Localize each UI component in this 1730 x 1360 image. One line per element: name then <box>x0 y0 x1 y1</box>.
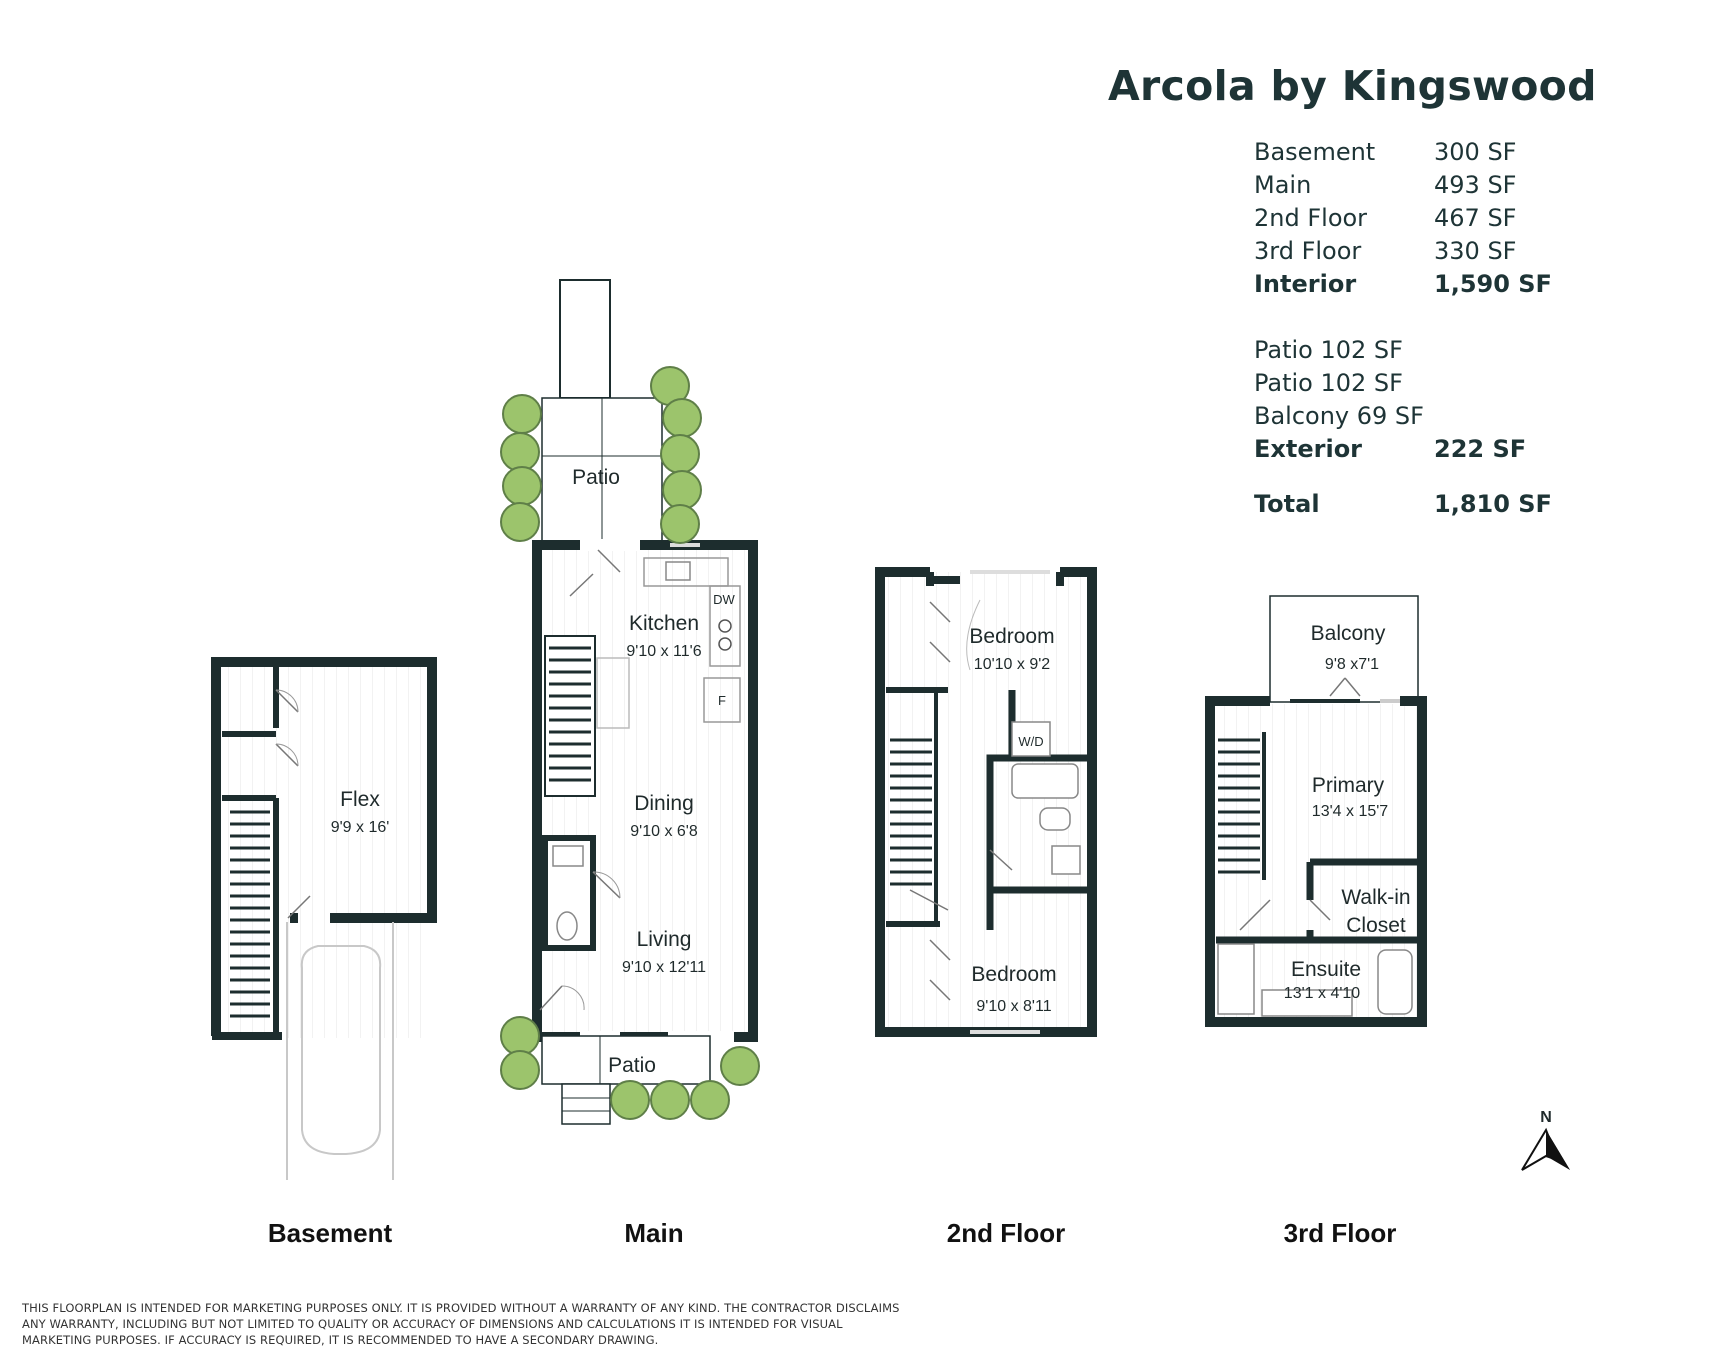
area-label: 2nd Floor <box>1254 204 1368 232</box>
area-value: 222 SF <box>1434 435 1527 463</box>
floor-label-3rd: 3rd Floor <box>1283 1218 1397 1248</box>
area-label: 3rd Floor <box>1254 237 1362 265</box>
area-value: 1,810 SF <box>1434 490 1552 518</box>
main-plan <box>501 280 759 1124</box>
area-label: Main <box>1254 171 1312 199</box>
page-title: Arcola by Kingswood <box>1108 62 1597 110</box>
fridge-label: F <box>718 693 726 708</box>
floor-label-basement: Basement <box>267 1218 393 1248</box>
floor-label-2nd: 2nd Floor <box>946 1218 1066 1248</box>
primary-dims: 13'4 x 15'7 <box>1311 803 1389 820</box>
bedroom-north-name: Bedroom <box>969 625 1055 648</box>
kitchen-name: Kitchen <box>628 612 700 635</box>
primary-name: Primary <box>1311 774 1385 797</box>
dining-dims: 9'10 x 6'8 <box>630 823 698 840</box>
balcony-dims: 9'8 x7'1 <box>1324 656 1380 673</box>
flex-room-name: Flex <box>340 788 380 811</box>
second-floor-plan <box>880 572 1092 1034</box>
north-arrow-icon <box>1522 1109 1570 1170</box>
area-label: Patio 102 SF <box>1254 336 1403 364</box>
area-label: Patio 102 SF <box>1254 369 1403 397</box>
ensuite-dims: 13'1 x 4'10 <box>1283 985 1361 1002</box>
area-label: Interior <box>1254 270 1357 298</box>
balcony-outline <box>1270 596 1418 702</box>
north-label: N <box>1540 1109 1552 1126</box>
ensuite-name: Ensuite <box>1290 958 1362 981</box>
area-label: Balcony 69 SF <box>1254 402 1424 430</box>
area-value: 493 SF <box>1434 171 1517 199</box>
area-value: 300 SF <box>1434 138 1517 166</box>
area-value: 1,590 SF <box>1434 270 1552 298</box>
washer-dryer-label: W/D <box>1018 734 1044 749</box>
walkin-closet-line2: Closet <box>1346 914 1406 937</box>
bedroom-south-name: Bedroom <box>971 963 1057 986</box>
basement-plan <box>212 660 432 1180</box>
bedroom-north-dims: 10'10 x 9'2 <box>973 656 1051 673</box>
area-label: Basement <box>1254 138 1376 166</box>
kitchen-dims: 9'10 x 11'6 <box>626 643 702 660</box>
third-floor-plan <box>1210 596 1422 1024</box>
main-stairs <box>545 636 595 796</box>
balcony-name: Balcony <box>1310 622 1386 645</box>
south-patio-label: Patio <box>608 1054 656 1077</box>
living-name: Living <box>636 928 692 951</box>
area-value: 330 SF <box>1434 237 1517 265</box>
area-label: Exterior <box>1254 435 1363 463</box>
disclaimer-text: THIS FLOORPLAN IS INTENDED FOR MARKETING PURPOSES ONLY. IT IS PROVIDED WITHOUT A WARRANTY OF ANY KIND. THE CONTRACTOR DISCLAIMS ANY WARRANTY, INCLUDING BUT NOT LIMITED TO QUALITY OR ACCURACY OF DIMENSIONS AND CALCULATIONS IT IS INTENDED FOR VISUAL MARKETING PURPOSES. IF ACCURACY IS REQUIRED, IT IS RECOMMENDED TO HAVE A SECONDARY DRAWING. <box>22 1301 900 1347</box>
dining-name: Dining <box>634 792 694 815</box>
flex-room-dims: 9'9 x 16' <box>330 819 390 836</box>
living-dims: 9'10 x 12'11 <box>621 959 707 976</box>
powder-room <box>545 838 593 948</box>
floor-label-main: Main <box>624 1218 684 1248</box>
walkway <box>560 280 610 398</box>
walkin-closet-line1: Walk-in <box>1341 886 1411 909</box>
area-value: 467 SF <box>1434 204 1517 232</box>
north-patio-label: Patio <box>572 466 620 489</box>
dishwasher-label: DW <box>713 592 735 607</box>
area-label: Total <box>1254 490 1320 518</box>
bedroom-south-dims: 9'10 x 8'11 <box>976 998 1052 1015</box>
